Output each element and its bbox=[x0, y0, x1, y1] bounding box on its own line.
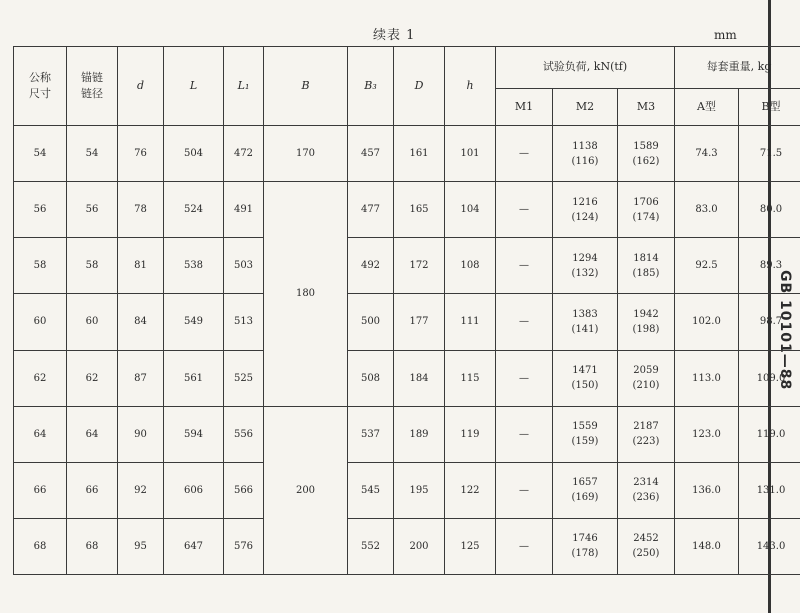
cell-h: 104 bbox=[445, 182, 496, 238]
load-tf: (198) bbox=[632, 323, 660, 335]
cell-weight-b: 109.0 bbox=[739, 350, 800, 406]
cell-chain-diameter: 54 bbox=[67, 126, 118, 182]
cell-chain-diameter: 66 bbox=[67, 462, 118, 518]
load-tf: (223) bbox=[632, 436, 660, 448]
cell-size: 54 bbox=[14, 126, 67, 182]
cell-h: 101 bbox=[445, 126, 496, 182]
header-M2: M2 bbox=[553, 89, 618, 126]
cell-M3 bbox=[618, 518, 675, 574]
cell-M1: — bbox=[496, 126, 553, 182]
cell-chain-diameter: 64 bbox=[67, 406, 118, 462]
cell-M1: — bbox=[496, 518, 553, 574]
header-B: B bbox=[264, 47, 348, 126]
load-tf: (162) bbox=[632, 155, 660, 167]
cell-M2 bbox=[553, 406, 618, 462]
load-tf: (174) bbox=[632, 211, 660, 223]
load-kn: 1471 bbox=[572, 365, 598, 377]
cell-B3: 500 bbox=[348, 294, 394, 350]
header-weight: 每套重量, kg bbox=[675, 47, 800, 89]
load-kn: 1216 bbox=[572, 196, 598, 208]
load-tf: (132) bbox=[571, 267, 599, 279]
load-kn: 2187 bbox=[633, 421, 659, 433]
cell-M1: — bbox=[496, 406, 553, 462]
cell-h: 115 bbox=[445, 350, 496, 406]
cell-D: 161 bbox=[394, 126, 445, 182]
header-type-a: A型 bbox=[675, 89, 739, 126]
cell-size: 60 bbox=[14, 294, 67, 350]
load-kn: 1589 bbox=[633, 140, 659, 152]
cell-weight-a: 148.0 bbox=[675, 518, 739, 574]
cell-M3 bbox=[618, 406, 675, 462]
cell-h: 111 bbox=[445, 294, 496, 350]
cell-L1: 566 bbox=[224, 462, 264, 518]
cell-weight-a: 123.0 bbox=[675, 406, 739, 462]
cell-weight-b: 89.3 bbox=[739, 238, 800, 294]
header-d: d bbox=[118, 47, 164, 126]
cell-M2 bbox=[553, 294, 618, 350]
cell-D: 177 bbox=[394, 294, 445, 350]
cell-L1: 491 bbox=[224, 182, 264, 238]
cell-d: 87 bbox=[118, 350, 164, 406]
cell-L: 594 bbox=[164, 406, 224, 462]
cell-weight-b: 98.7 bbox=[739, 294, 800, 350]
cell-B3: 545 bbox=[348, 462, 394, 518]
cell-size: 68 bbox=[14, 518, 67, 574]
cell-chain-diameter: 68 bbox=[67, 518, 118, 574]
header-D: D bbox=[394, 47, 445, 126]
header-L: L bbox=[164, 47, 224, 126]
header-B3: B₃ bbox=[348, 47, 394, 126]
cell-M1: — bbox=[496, 238, 553, 294]
cell-size: 58 bbox=[14, 238, 67, 294]
cell-L1: 576 bbox=[224, 518, 264, 574]
cell-weight-a: 102.0 bbox=[675, 294, 739, 350]
cell-L: 504 bbox=[164, 126, 224, 182]
cell-weight-a: 83.0 bbox=[675, 182, 739, 238]
header-chain-diameter: 锚链 链径 bbox=[67, 47, 118, 126]
cell-D: 184 bbox=[394, 350, 445, 406]
load-tf: (169) bbox=[571, 492, 599, 504]
cell-d: 76 bbox=[118, 126, 164, 182]
unit-label: mm bbox=[714, 28, 737, 42]
cell-M2 bbox=[553, 182, 618, 238]
cell-d: 84 bbox=[118, 294, 164, 350]
cell-M1: — bbox=[496, 294, 553, 350]
cell-L1: 525 bbox=[224, 350, 264, 406]
load-tf: (178) bbox=[571, 548, 599, 560]
cell-B3: 552 bbox=[348, 518, 394, 574]
load-kn: 1383 bbox=[572, 308, 598, 320]
table-row bbox=[14, 462, 800, 518]
load-kn: 2059 bbox=[633, 365, 659, 377]
cell-weight-b: 131.0 bbox=[739, 462, 800, 518]
table-row bbox=[14, 406, 800, 462]
table-row bbox=[14, 350, 800, 406]
load-tf: (150) bbox=[571, 380, 599, 392]
cell-B3: 537 bbox=[348, 406, 394, 462]
cell-M3 bbox=[618, 182, 675, 238]
cell-weight-b: 71.5 bbox=[739, 126, 800, 182]
header-M3: M3 bbox=[618, 89, 675, 126]
table-row bbox=[14, 182, 800, 238]
cell-L: 549 bbox=[164, 294, 224, 350]
cell-B3: 508 bbox=[348, 350, 394, 406]
cell-h: 122 bbox=[445, 462, 496, 518]
cell-L: 561 bbox=[164, 350, 224, 406]
load-kn: 2452 bbox=[633, 533, 659, 545]
table-body bbox=[14, 126, 800, 575]
cell-size: 66 bbox=[14, 462, 67, 518]
load-kn: 1559 bbox=[572, 421, 598, 433]
load-tf: (185) bbox=[632, 267, 660, 279]
cell-size: 62 bbox=[14, 350, 67, 406]
table-row bbox=[14, 238, 800, 294]
cell-h: 119 bbox=[445, 406, 496, 462]
header-test-load: 试验负荷, kN(tf) bbox=[496, 47, 675, 89]
cell-d: 95 bbox=[118, 518, 164, 574]
load-tf: (210) bbox=[632, 380, 660, 392]
load-kn: 1942 bbox=[633, 308, 659, 320]
cell-weight-b: 143.0 bbox=[739, 518, 800, 574]
load-tf: (159) bbox=[571, 436, 599, 448]
cell-chain-diameter: 60 bbox=[67, 294, 118, 350]
cell-D: 165 bbox=[394, 182, 445, 238]
cell-D: 172 bbox=[394, 238, 445, 294]
cell-d: 92 bbox=[118, 462, 164, 518]
spec-table bbox=[13, 46, 800, 575]
cell-M3 bbox=[618, 294, 675, 350]
load-tf: (141) bbox=[571, 323, 599, 335]
load-kn: 1657 bbox=[572, 477, 598, 489]
header-L1: L₁ bbox=[224, 47, 264, 126]
cell-M3 bbox=[618, 462, 675, 518]
cell-M2 bbox=[553, 462, 618, 518]
cell-d: 81 bbox=[118, 238, 164, 294]
cell-d: 78 bbox=[118, 182, 164, 238]
load-kn: 1814 bbox=[633, 252, 659, 264]
cell-M2 bbox=[553, 350, 618, 406]
header-h: h bbox=[445, 47, 496, 126]
cell-chain-diameter: 58 bbox=[67, 238, 118, 294]
load-kn: 1294 bbox=[572, 252, 598, 264]
cell-B: 200 bbox=[264, 406, 348, 574]
cell-h: 108 bbox=[445, 238, 496, 294]
cell-L: 647 bbox=[164, 518, 224, 574]
header-M1: M1 bbox=[496, 89, 553, 126]
cell-L: 606 bbox=[164, 462, 224, 518]
cell-size: 56 bbox=[14, 182, 67, 238]
cell-weight-a: 113.0 bbox=[675, 350, 739, 406]
load-kn: 2314 bbox=[633, 477, 659, 489]
header-nominal-size: 公称 尺寸 bbox=[14, 47, 67, 126]
load-kn: 1138 bbox=[572, 140, 598, 152]
cell-h: 125 bbox=[445, 518, 496, 574]
cell-size: 64 bbox=[14, 406, 67, 462]
header-type-b: B型 bbox=[739, 89, 800, 126]
cell-B: 180 bbox=[264, 182, 348, 407]
cell-M1: — bbox=[496, 182, 553, 238]
cell-weight-a: 74.3 bbox=[675, 126, 739, 182]
table-row bbox=[14, 294, 800, 350]
cell-D: 195 bbox=[394, 462, 445, 518]
cell-weight-a: 92.5 bbox=[675, 238, 739, 294]
cell-M2 bbox=[553, 518, 618, 574]
cell-B3: 492 bbox=[348, 238, 394, 294]
table-caption: 续表 1 bbox=[373, 28, 416, 43]
cell-M1: — bbox=[496, 462, 553, 518]
cell-M2 bbox=[553, 126, 618, 182]
cell-weight-a: 136.0 bbox=[675, 462, 739, 518]
cell-D: 200 bbox=[394, 518, 445, 574]
load-kn: 1706 bbox=[633, 196, 659, 208]
load-tf: (236) bbox=[632, 492, 660, 504]
load-kn: 1746 bbox=[572, 533, 598, 545]
cell-chain-diameter: 62 bbox=[67, 350, 118, 406]
cell-M3 bbox=[618, 350, 675, 406]
cell-L1: 556 bbox=[224, 406, 264, 462]
cell-d: 90 bbox=[118, 406, 164, 462]
cell-weight-b: 119.0 bbox=[739, 406, 800, 462]
load-tf: (250) bbox=[632, 548, 660, 560]
cell-M3 bbox=[618, 238, 675, 294]
cell-chain-diameter: 56 bbox=[67, 182, 118, 238]
standard-code: GB 10101—88 bbox=[777, 270, 793, 391]
cell-B3: 477 bbox=[348, 182, 394, 238]
cell-L: 524 bbox=[164, 182, 224, 238]
cell-M2 bbox=[553, 238, 618, 294]
load-tf: (124) bbox=[571, 211, 599, 223]
cell-B3: 457 bbox=[348, 126, 394, 182]
cell-L1: 513 bbox=[224, 294, 264, 350]
table-row bbox=[14, 126, 800, 182]
cell-M1: — bbox=[496, 350, 553, 406]
cell-L: 538 bbox=[164, 238, 224, 294]
cell-D: 189 bbox=[394, 406, 445, 462]
cell-L1: 503 bbox=[224, 238, 264, 294]
load-tf: (116) bbox=[571, 155, 599, 167]
cell-L1: 472 bbox=[224, 126, 264, 182]
cell-M3 bbox=[618, 126, 675, 182]
table-row bbox=[14, 518, 800, 574]
cell-weight-b: 80.0 bbox=[739, 182, 800, 238]
cell-B: 170 bbox=[264, 126, 348, 182]
